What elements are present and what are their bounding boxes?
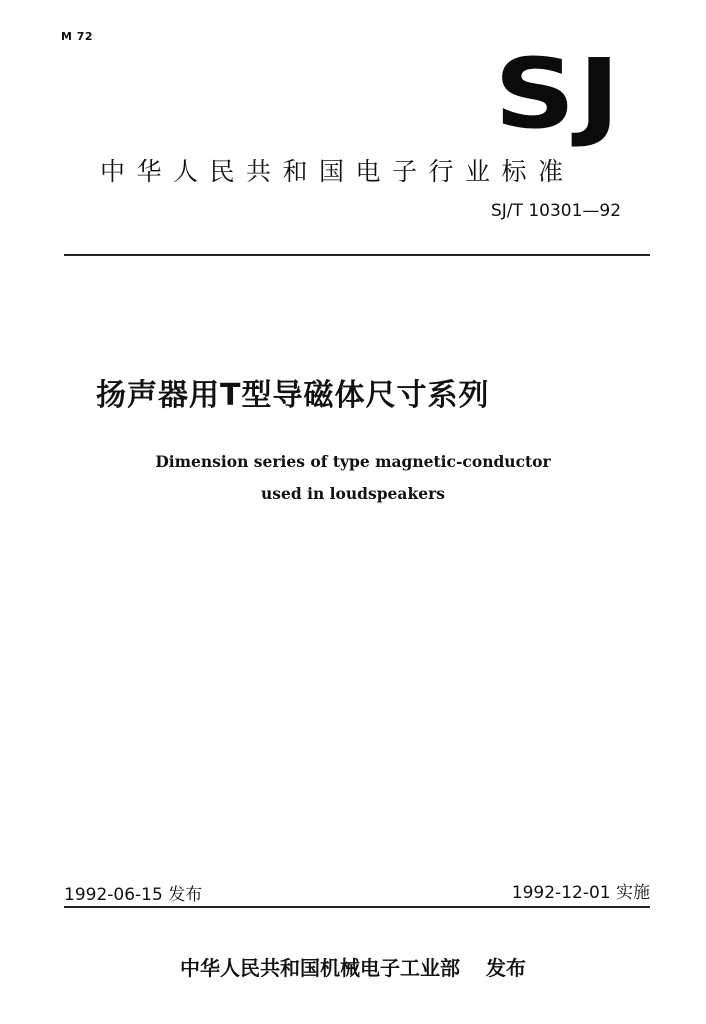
publisher-name: 中华人民共和国机械电子工业部 xyxy=(180,956,460,980)
footer-divider xyxy=(64,906,650,908)
publisher-action: 发布 xyxy=(486,956,526,980)
standard-organization: 中华人民共和国电子行业标准 xyxy=(100,157,575,186)
document-title-english-line2: used in loudspeakers xyxy=(261,484,445,503)
document-title-chinese: 扬声器用T型导磁体尺寸系列 xyxy=(96,378,490,413)
publisher-line xyxy=(0,952,706,981)
catalog-code: M 72 xyxy=(61,30,94,43)
header-divider xyxy=(64,254,650,256)
implementation-date: 1992-12-01 实施 xyxy=(511,883,650,903)
document-title-english-line1: Dimension series of type magnetic-conductor xyxy=(155,452,551,471)
sj-logo: SJ xyxy=(494,38,623,150)
standard-number: SJ/T 10301—92 xyxy=(491,201,622,221)
issue-date: 1992-06-15 发布 xyxy=(64,885,203,905)
